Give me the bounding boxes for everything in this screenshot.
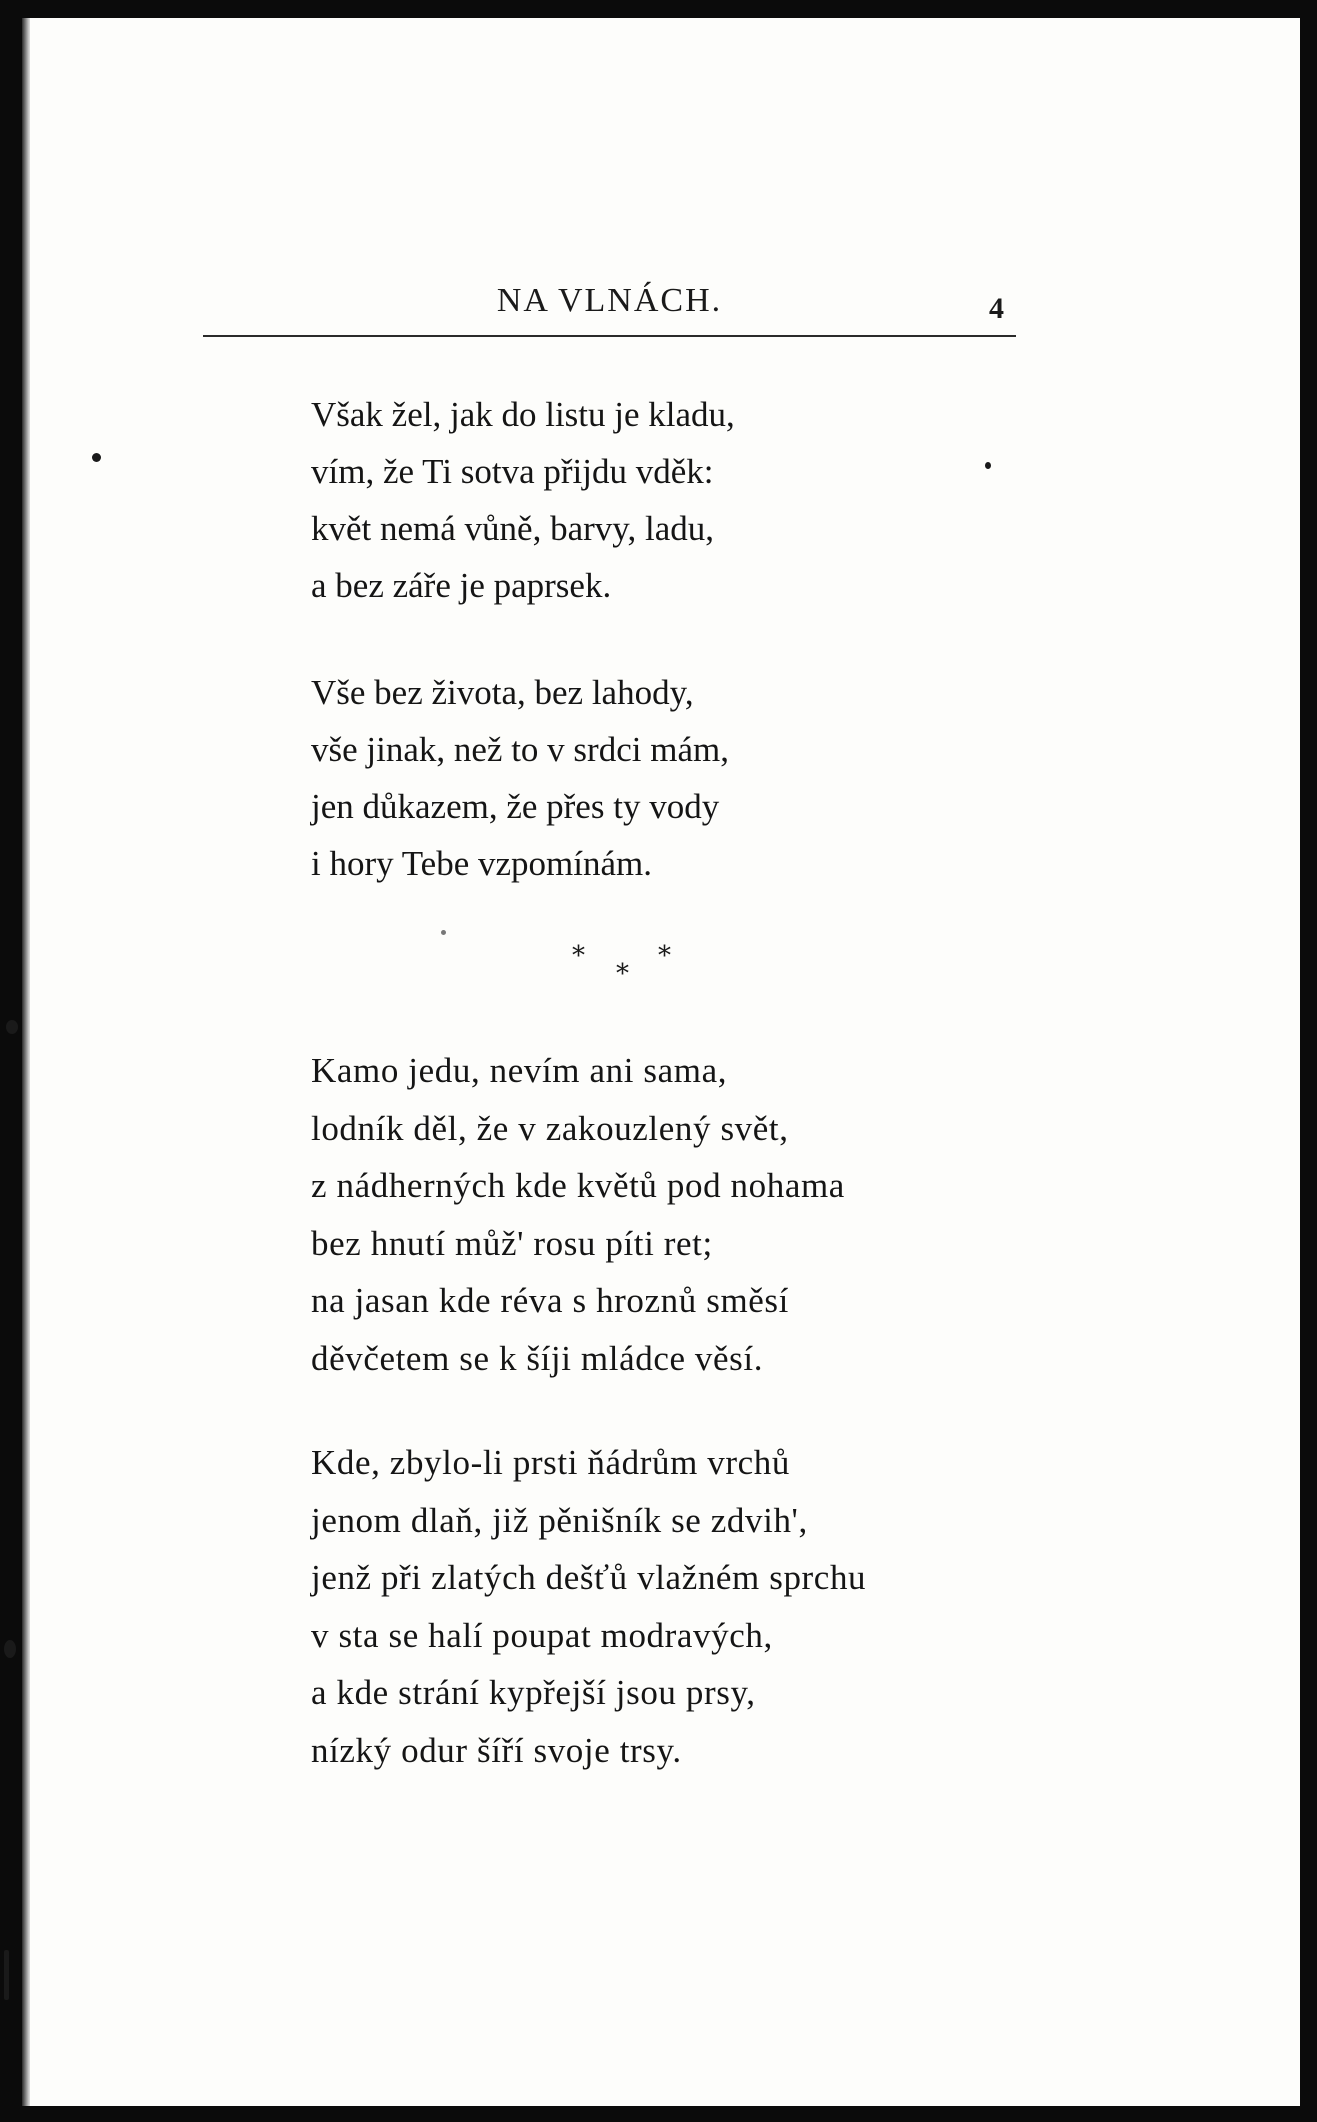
poem-line: bez hnutí můž' rosu píti ret; bbox=[311, 1223, 713, 1263]
asterism-divider bbox=[560, 935, 720, 1005]
scan-speck bbox=[92, 453, 101, 462]
scan-speck bbox=[4, 1950, 9, 2000]
page-header bbox=[203, 282, 1016, 332]
poem-line: a bez záře je paprsek. bbox=[311, 566, 612, 605]
scan-speck bbox=[6, 1020, 18, 1034]
poem-line: nízký odur šíří svoje trsy. bbox=[311, 1730, 682, 1770]
scan-speck bbox=[441, 930, 446, 935]
stanza-2 bbox=[311, 664, 729, 892]
poem-line: z nádherných kde květů pod nohama bbox=[311, 1166, 845, 1205]
poem-line: vše jinak, než to v srdci mám, bbox=[311, 730, 729, 769]
page-number: 4 bbox=[989, 292, 1004, 325]
poem-line: jenž při zlatých dešťů vlažném sprchu bbox=[311, 1558, 867, 1597]
stanza-4 bbox=[311, 1434, 866, 1779]
poem-line: lodník děl, že v zakouzlený svět, bbox=[311, 1108, 789, 1148]
poem-line: i hory Tebe vzpomínám. bbox=[311, 844, 652, 883]
poem-line: a kde strání kypřejší jsou prsy, bbox=[311, 1673, 756, 1712]
stanza-1 bbox=[311, 386, 735, 614]
poem-line: Kamo jedu, nevím ani sama, bbox=[311, 1051, 728, 1090]
poem-line: vím, že Ti sotva přijdu vděk: bbox=[311, 452, 714, 491]
poem-line: jen důkazem, že přes ty vody bbox=[311, 787, 720, 826]
poem-line: v sta se halí poupat modravých, bbox=[311, 1615, 773, 1655]
poem-line: Kde, zbylo-li prsti ňádrům vrchů bbox=[311, 1443, 790, 1482]
poem-line: děvčetem se k šíji mládce věsí. bbox=[311, 1338, 764, 1378]
header-rule bbox=[203, 335, 1016, 337]
scan-speck bbox=[985, 462, 991, 469]
poem-line: na jasan kde réva s hroznů směsí bbox=[311, 1281, 789, 1320]
running-title: NA VLNÁCH. bbox=[496, 282, 723, 319]
poem-line: květ nemá vůně, barvy, ladu, bbox=[311, 509, 715, 548]
asterisk-center: * bbox=[616, 959, 629, 989]
stanza-3 bbox=[311, 1042, 845, 1387]
poem-line: Vše bez života, bez lahody, bbox=[311, 673, 694, 712]
asterisk-left: * bbox=[572, 941, 585, 971]
poem-line: Však žel, jak do listu je kladu, bbox=[311, 395, 735, 434]
scan-speck bbox=[4, 1640, 16, 1658]
poem-line: jenom dlaň, již pěnišník se zdvih', bbox=[311, 1500, 808, 1540]
asterisk-right: * bbox=[658, 941, 671, 971]
